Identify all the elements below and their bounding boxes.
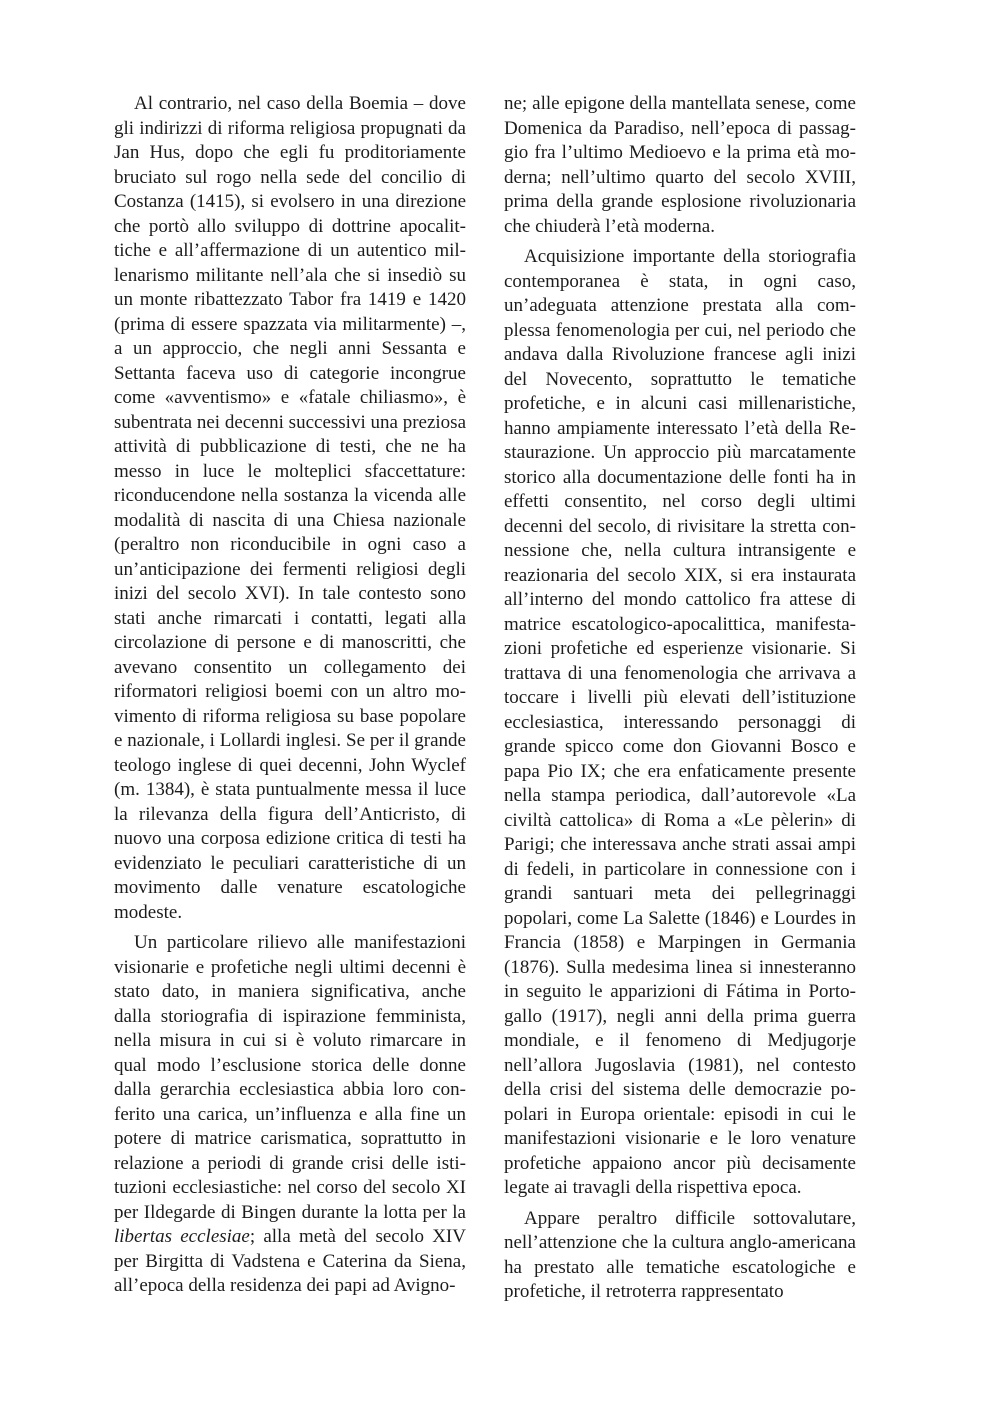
paragraph-storiografia: Acquisizione importante della storiografia contemporanea è stata, in ogni caso, un’adeguata attenzione prestata alla complessa fenomenologia per cui, nel periodo che andava dalla Rivoluzione francese agli inizi del Novecento, soprattutto le tematiche profetiche, e in alcuni casi millenaristiche, hanno ampiamente interessato l’età della Restaurazione. Un approccio più marcatamente storico alla documentazione delle fonti ha in effetti consentito, nel corso degli ultimi decenni del secolo, di rivisitare la stretta connessione che, nella cultura intransigente e reazionaria del secolo XIX, si era instaurata all’interno del mondo cattolico fra attese di matrice escatologico-apocalittica, manifestazioni profetiche ed esperienze visionarie. Si trattava di una fenomenologia che arrivava a toccare i livelli più elevati dell’istituzione ecclesiastica, interessando personaggi di grande spicco come don Giovanni Bosco e papa Pio IX; che era enfaticamente presente nella stampa periodica, dall’autorevole «La civiltà cattolica» di Roma a «Le pèlerin» di Parigi; che interessava anche strati assai ampi di fedeli, in particolare in connessione con i grandi santuari meta dei pellegrinaggi popolari, come La Salette (1846) e Lourdes in Francia (1858) e Marpingen in Germania (1876). Sulla medesima linea si innesteranno in seguito le apparizioni di Fátima in Portogallo (1917), negli anni della prima guerra mondiale, e il fenomeno di Medjugorje nell’allora Jugoslavia (1981), nel contesto della crisi del sistema delle democrazie popolari in Europa orientale: episodi in cui le manifestazioni visionarie e le loro venature profetiche appaiono ancor più decisamente legate ai travagli della rispettiva epoca. — [504, 246, 856, 1198]
paragraph-text: ; alla metà del secolo XIV per Birgitta di Vadstena e Caterina da Siena, all’epoca della residenza dei papi ad Avigno- — [114, 1226, 466, 1296]
paragraph-femminista — [114, 931, 466, 1299]
right-column — [504, 92, 856, 1305]
italic-term: libertas ecclesiae — [114, 1226, 250, 1247]
paragraph-boemia: Al contrario, nel caso della Boemia – dove gli indirizzi di riforma religiosa propugnati da Jan Hus, dopo che egli fu proditoriamente bruciato sul rogo nella sede del concilio di Costanza (1415), si evolsero in una direzione che portò allo sviluppo di dottrine apocalittiche e all’affermazione di un autentico millenarismo militante nell’ala che si insediò su un monte ribattezzato Tabor fra 1419 e 1420 (prima di essere spazzata via militarmente) –, a un approccio, che negli anni Sessanta e Settanta faceva uso di categorie incongrue come «avventismo» e «fatale chiliasmo», è subentrata nei decenni successivi una preziosa attività di pubblicazione di testi, che ne ha messo in luce le molteplici sfaccettature: riconducendone nella sostanza la vicenda alle modalità di nascita di una Chiesa nazionale (peraltro non riconducibile in ogni caso a un’anticipazione dei fermenti religiosi degli inizi del secolo XVI). In tale contesto sono stati anche rimarcati i contatti, legati alla circolazione di persone e di manoscritti, che avevano consentito un collegamento dei riformatori religiosi boemi con un altro movimento di riforma religiosa su base popolare e nazionale, i Lollardi inglesi. Se per il grande teologo inglese di quei decenni, John Wyclef (m. 1384), è stata puntualmente messa il luce la rilevanza della figura dell’Anticristo, di nuovo una corposa edizione critica di testi ha evidenziato le peculiari caratteristiche di un movimento dalle venature escatologiche modeste. — [114, 93, 466, 923]
left-column — [114, 92, 466, 1299]
paragraph-text: Un particolare rilievo alle manifestazioni visionarie e profetiche negli ultimi decenni è stato dato, in maniera significativa, anche dalla storiografia di ispirazione femminista, nella misura in cui si è voluto rimarcare in qual modo l’esclusione storica delle donne dalla gerarchia ecclesiastica abbia loro conferito una carica, un’influenza e alla fine un potere di matrice carismatica, soprattutto in relazione a periodi di grande crisi delle istituzioni ecclesiastiche: nel corso del secolo XI per Ildegarde di Bingen durante la lotta per la — [114, 932, 466, 1223]
paragraph-anglo-americana: Appare peraltro difficile sottovalutare, nell’attenzione che la cultura anglo-americana ha prestato alle tematiche escatologiche e profetiche, il retroterra rappresentato — [504, 1207, 856, 1302]
paragraph-continuation: ne; alle epigone della mantellata senese, come Domenica da Paradiso, nell’epoca di passaggio fra l’ultimo Medioevo e la prima età moderna; nell’ultimo quarto del secolo XVIII, prima della grande esplosione rivoluzionaria che chiuderà l’età moderna. — [504, 93, 856, 237]
